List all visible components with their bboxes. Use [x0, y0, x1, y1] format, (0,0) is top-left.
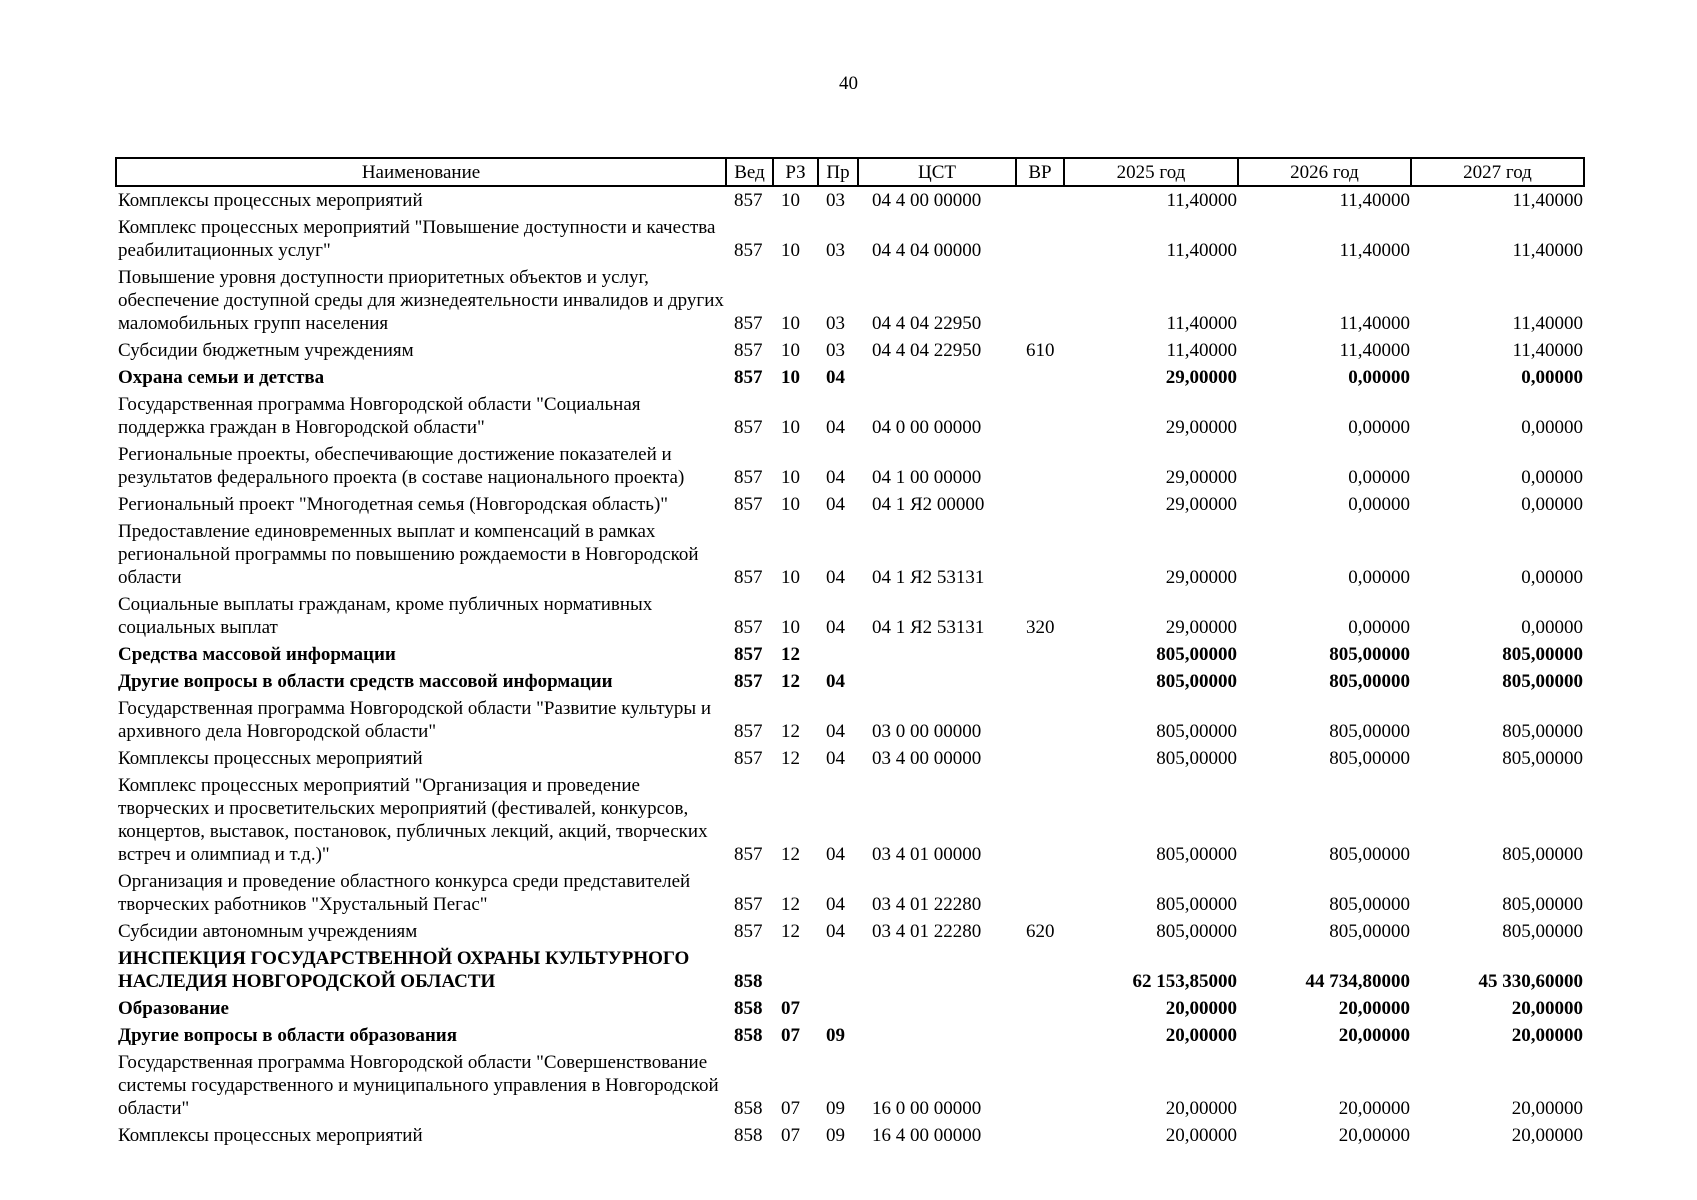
table-row: [116, 1022, 1584, 1049]
cell-vr: [1016, 491, 1064, 518]
cell-name: Организация и проведение областного конкурса среди представителей творческих работников "Хрустальный Пегас": [118, 871, 691, 915]
cell-2025: 29,00000: [1165, 417, 1237, 438]
cell-cst: 04 0 00 00000: [872, 417, 982, 438]
header-2027: 2027 год: [1411, 158, 1584, 186]
cell-2025: 62 153,85000: [1132, 971, 1237, 992]
cell-vr: [1016, 772, 1064, 868]
cell-ved: 857: [734, 844, 763, 865]
cell-cst: 03 4 01 22280: [872, 894, 982, 915]
table-row: [116, 695, 1584, 745]
cell-ved: 858: [734, 971, 763, 992]
cell-2027: 45 330,60000: [1478, 971, 1583, 992]
budget-table: [115, 157, 1585, 1149]
cell-2027: 11,40000: [1512, 190, 1583, 211]
cell-2025: 805,00000: [1156, 671, 1237, 692]
cell-2027: 11,40000: [1512, 313, 1583, 334]
cell-ved: 857: [734, 644, 763, 665]
cell-name: Другие вопросы в области образования: [118, 1025, 458, 1046]
table-row: [116, 918, 1584, 945]
cell-rz: 10: [781, 340, 800, 361]
table-body: [116, 186, 1584, 1149]
cell-2027: 805,00000: [1502, 671, 1583, 692]
cell-2025: 11,40000: [1166, 190, 1237, 211]
table-row: [116, 518, 1584, 591]
cell-2026: 11,40000: [1339, 190, 1410, 211]
cell-2025: 805,00000: [1156, 844, 1237, 865]
cell-vr: [1016, 364, 1064, 391]
cell-2025: 11,40000: [1166, 240, 1237, 261]
cell-2025: 29,00000: [1165, 467, 1237, 488]
cell-2026: 20,00000: [1338, 1098, 1410, 1119]
cell-vr: [1016, 695, 1064, 745]
cell-2026: 44 734,80000: [1305, 971, 1410, 992]
cell-cst: [858, 668, 1016, 695]
cell-pr: 09: [826, 1125, 845, 1146]
cell-2025: 805,00000: [1156, 721, 1237, 742]
header-pr: Пр: [818, 158, 858, 186]
cell-2025: 29,00000: [1165, 367, 1237, 388]
cell-rz: 10: [781, 240, 800, 261]
cell-rz: [773, 945, 818, 995]
cell-2025: 20,00000: [1165, 998, 1237, 1019]
cell-rz: 10: [781, 190, 800, 211]
cell-2027: 805,00000: [1502, 894, 1583, 915]
cell-2027: 805,00000: [1502, 748, 1583, 769]
cell-2027: 0,00000: [1521, 617, 1583, 638]
cell-2026: 20,00000: [1338, 998, 1410, 1019]
cell-cst: 04 1 00 00000: [872, 467, 982, 488]
cell-ved: 857: [734, 567, 763, 588]
cell-ved: 857: [734, 367, 763, 388]
cell-vr: [1016, 945, 1064, 995]
cell-vr: [1016, 214, 1064, 264]
cell-rz: 07: [781, 1125, 800, 1146]
cell-ved: 857: [734, 467, 763, 488]
cell-2027: 11,40000: [1512, 240, 1583, 261]
cell-2025: 805,00000: [1156, 748, 1237, 769]
header-rz: РЗ: [773, 158, 818, 186]
cell-ved: 857: [734, 340, 763, 361]
cell-name: Образование: [118, 998, 229, 1019]
cell-pr: 04: [826, 671, 845, 692]
header-vr: ВР: [1016, 158, 1064, 186]
cell-vr: [1016, 641, 1064, 668]
table-row: [116, 491, 1584, 518]
table-row: [116, 264, 1584, 337]
cell-2026: 20,00000: [1338, 1125, 1410, 1146]
cell-rz: 10: [781, 467, 800, 488]
cell-name: Другие вопросы в области средств массовой информации: [118, 671, 613, 692]
cell-2027: 0,00000: [1521, 467, 1583, 488]
cell-cst: [858, 364, 1016, 391]
table-row: [116, 214, 1584, 264]
cell-vr: [1016, 518, 1064, 591]
cell-rz: 10: [781, 367, 800, 388]
cell-2027: 0,00000: [1521, 367, 1583, 388]
table-row: [116, 668, 1584, 695]
cell-2026: 11,40000: [1339, 240, 1410, 261]
cell-vr: [1016, 868, 1064, 918]
cell-2026: 805,00000: [1329, 921, 1410, 942]
cell-cst: 04 1 Я2 53131: [872, 617, 985, 638]
cell-rz: 10: [781, 417, 800, 438]
cell-rz: 12: [781, 671, 800, 692]
cell-2025: 11,40000: [1166, 340, 1237, 361]
cell-ved: 857: [734, 671, 763, 692]
cell-ved: 857: [734, 748, 763, 769]
cell-2026: 11,40000: [1339, 340, 1410, 361]
table-row: [116, 1122, 1584, 1149]
cell-name: Государственная программа Новгородской области "Социальная поддержка граждан в Новгородской области": [118, 394, 641, 438]
cell-vr: [1016, 1049, 1064, 1122]
cell-2026: 805,00000: [1329, 894, 1410, 915]
cell-vr: 320: [1026, 617, 1055, 638]
cell-2026: 0,00000: [1348, 494, 1410, 515]
cell-pr: 04: [826, 748, 845, 769]
cell-rz: 10: [781, 494, 800, 515]
cell-rz: 12: [781, 844, 800, 865]
cell-rz: 10: [781, 567, 800, 588]
cell-cst: 03 0 00 00000: [872, 721, 982, 742]
cell-2026: 805,00000: [1329, 644, 1410, 665]
cell-rz: 12: [781, 894, 800, 915]
cell-2026: 0,00000: [1348, 367, 1410, 388]
cell-2026: 805,00000: [1329, 721, 1410, 742]
cell-pr: [818, 641, 858, 668]
table-row: [116, 995, 1584, 1022]
cell-cst: 03 4 00 00000: [872, 748, 982, 769]
table-row: [116, 186, 1584, 214]
cell-name: Комплексы процессных мероприятий: [118, 748, 423, 769]
cell-pr: [818, 995, 858, 1022]
cell-vr: [1016, 668, 1064, 695]
cell-name: Предоставление единовременных выплат и компенсаций в рамках региональной программы по повышению рождаемости в Новгородской области: [118, 521, 699, 588]
table-row: [116, 337, 1584, 364]
cell-ved: 858: [734, 1025, 763, 1046]
cell-name: Региональный проект "Многодетная семья (Новгородская область)": [118, 494, 669, 515]
cell-cst: [858, 1022, 1016, 1049]
cell-vr: [1016, 1122, 1064, 1149]
cell-pr: 04: [826, 467, 845, 488]
cell-2026: 0,00000: [1348, 617, 1410, 638]
cell-ved: 857: [734, 313, 763, 334]
cell-pr: 04: [826, 721, 845, 742]
cell-name: Комплексы процессных мероприятий: [118, 190, 423, 211]
cell-pr: 04: [826, 417, 845, 438]
cell-2027: 805,00000: [1502, 721, 1583, 742]
cell-ved: 857: [734, 617, 763, 638]
cell-cst: [858, 641, 1016, 668]
cell-2027: 805,00000: [1502, 844, 1583, 865]
cell-vr: [1016, 745, 1064, 772]
cell-cst: 04 1 Я2 53131: [872, 567, 985, 588]
cell-cst: 04 4 04 00000: [872, 240, 982, 261]
cell-2026: 805,00000: [1329, 748, 1410, 769]
cell-cst: 04 4 04 22950: [872, 340, 982, 361]
cell-2025: 805,00000: [1156, 644, 1237, 665]
cell-name: Субсидии автономным учреждениям: [118, 921, 418, 942]
cell-2025: 29,00000: [1165, 494, 1237, 515]
cell-cst: 16 0 00 00000: [872, 1098, 982, 1119]
cell-2026: 805,00000: [1329, 844, 1410, 865]
cell-name: Комплекс процессных мероприятий "Повышение доступности и качества реабилитационных услуг": [118, 217, 716, 261]
cell-2025: 29,00000: [1165, 617, 1237, 638]
page-number: 40: [839, 73, 858, 94]
cell-2027: 0,00000: [1521, 494, 1583, 515]
cell-pr: 04: [826, 567, 845, 588]
cell-rz: 12: [781, 644, 800, 665]
cell-pr: [818, 945, 858, 995]
cell-pr: 09: [826, 1025, 845, 1046]
cell-2025: 11,40000: [1166, 313, 1237, 334]
cell-cst: 03 4 01 22280: [872, 921, 982, 942]
header-2026: 2026 год: [1238, 158, 1411, 186]
table-header-row: [116, 158, 1584, 186]
table-row: [116, 868, 1584, 918]
cell-cst: 04 1 Я2 00000: [872, 494, 985, 515]
cell-cst: 16 4 00 00000: [872, 1125, 982, 1146]
cell-vr: [1016, 441, 1064, 491]
cell-name: Региональные проекты, обеспечивающие достижение показателей и результатов федерального проекта (в составе национального проекта): [118, 444, 685, 488]
cell-vr: [1016, 391, 1064, 441]
cell-rz: 12: [781, 921, 800, 942]
cell-2025: 805,00000: [1156, 894, 1237, 915]
cell-cst: 03 4 01 00000: [872, 844, 982, 865]
cell-vr: [1016, 264, 1064, 337]
header-cst: ЦСТ: [858, 158, 1016, 186]
cell-2026: 0,00000: [1348, 567, 1410, 588]
cell-rz: 07: [781, 998, 800, 1019]
cell-name: Государственная программа Новгородской области "Развитие культуры и архивного дела Новгородской области": [118, 698, 712, 742]
cell-2025: 805,00000: [1156, 921, 1237, 942]
table-row: [116, 945, 1584, 995]
cell-2026: 805,00000: [1329, 671, 1410, 692]
cell-vr: 610: [1026, 340, 1055, 361]
cell-name: Социальные выплаты гражданам, кроме публичных нормативных социальных выплат: [118, 594, 653, 638]
cell-2026: 0,00000: [1348, 467, 1410, 488]
cell-pr: 03: [826, 240, 845, 261]
cell-2027: 20,00000: [1511, 1125, 1583, 1146]
cell-2027: 805,00000: [1502, 644, 1583, 665]
cell-cst: [858, 945, 1016, 995]
cell-cst: [858, 995, 1016, 1022]
cell-pr: 03: [826, 340, 845, 361]
cell-name: Субсидии бюджетным учреждениям: [118, 340, 414, 361]
cell-2027: 20,00000: [1511, 1098, 1583, 1119]
cell-2025: 29,00000: [1165, 567, 1237, 588]
cell-2027: 0,00000: [1521, 567, 1583, 588]
cell-pr: 04: [826, 367, 845, 388]
cell-ved: 857: [734, 494, 763, 515]
cell-2025: 20,00000: [1165, 1098, 1237, 1119]
cell-ved: 858: [734, 1098, 763, 1119]
cell-name: Комплексы процессных мероприятий: [118, 1125, 423, 1146]
cell-2027: 805,00000: [1502, 921, 1583, 942]
table-row: [116, 1049, 1584, 1122]
cell-2027: 0,00000: [1521, 417, 1583, 438]
cell-2026: 11,40000: [1339, 313, 1410, 334]
table-row: [116, 391, 1584, 441]
cell-2025: 20,00000: [1165, 1025, 1237, 1046]
cell-2027: 20,00000: [1511, 1025, 1583, 1046]
cell-name: Комплекс процессных мероприятий "Организация и проведение творческих и просветительских мероприятий (фестивалей, конкурсов, концертов, выставок, постановок, публичных лекций, акций, творческих встреч и олимпиад и т.д.)": [118, 775, 708, 865]
cell-pr: 03: [826, 313, 845, 334]
cell-ved: 857: [734, 240, 763, 261]
cell-ved: 858: [734, 1125, 763, 1146]
cell-2026: 0,00000: [1348, 417, 1410, 438]
cell-pr: 04: [826, 894, 845, 915]
table-row: [116, 641, 1584, 668]
cell-2027: 20,00000: [1511, 998, 1583, 1019]
cell-vr: [1016, 186, 1064, 214]
cell-ved: 857: [734, 417, 763, 438]
cell-vr: 620: [1026, 921, 1055, 942]
cell-pr: 04: [826, 844, 845, 865]
cell-name: ИНСПЕКЦИЯ ГОСУДАРСТВЕННОЙ ОХРАНЫ КУЛЬТУРНОГО НАСЛЕДИЯ НОВГОРОДСКОЙ ОБЛАСТИ: [118, 948, 690, 992]
table-row: [116, 745, 1584, 772]
cell-name: Охрана семьи и детства: [118, 367, 325, 388]
cell-2026: 20,00000: [1338, 1025, 1410, 1046]
cell-cst: 04 4 04 22950: [872, 313, 982, 334]
cell-name: Средства массовой информации: [118, 644, 396, 665]
cell-rz: 12: [781, 748, 800, 769]
cell-2027: 11,40000: [1512, 340, 1583, 361]
cell-cst: 04 4 00 00000: [872, 190, 982, 211]
header-name: Наименование: [116, 158, 726, 186]
cell-ved: 857: [734, 894, 763, 915]
table-row: [116, 364, 1584, 391]
cell-pr: 04: [826, 494, 845, 515]
header-ved: Вед: [726, 158, 773, 186]
cell-2025: 20,00000: [1165, 1125, 1237, 1146]
cell-rz: 07: [781, 1025, 800, 1046]
cell-rz: 12: [781, 721, 800, 742]
table-row: [116, 591, 1584, 641]
cell-name: Государственная программа Новгородской области "Совершенствование системы государственного и муниципального управления в Новгородской области": [118, 1052, 719, 1119]
cell-pr: 04: [826, 921, 845, 942]
cell-ved: 858: [734, 998, 763, 1019]
cell-ved: 857: [734, 190, 763, 211]
table-row: [116, 441, 1584, 491]
cell-pr: 04: [826, 617, 845, 638]
table-row: [116, 772, 1584, 868]
cell-vr: [1016, 995, 1064, 1022]
cell-ved: 857: [734, 721, 763, 742]
cell-pr: 09: [826, 1098, 845, 1119]
cell-ved: 857: [734, 921, 763, 942]
cell-rz: 10: [781, 617, 800, 638]
cell-vr: [1016, 1022, 1064, 1049]
cell-rz: 07: [781, 1098, 800, 1119]
cell-rz: 10: [781, 313, 800, 334]
cell-name: Повышение уровня доступности приоритетных объектов и услуг, обеспечение доступной среды для жизнедеятельности инвалидов и других маломобильных групп населения: [118, 267, 724, 334]
cell-pr: 03: [826, 190, 845, 211]
header-2025: 2025 год: [1064, 158, 1238, 186]
